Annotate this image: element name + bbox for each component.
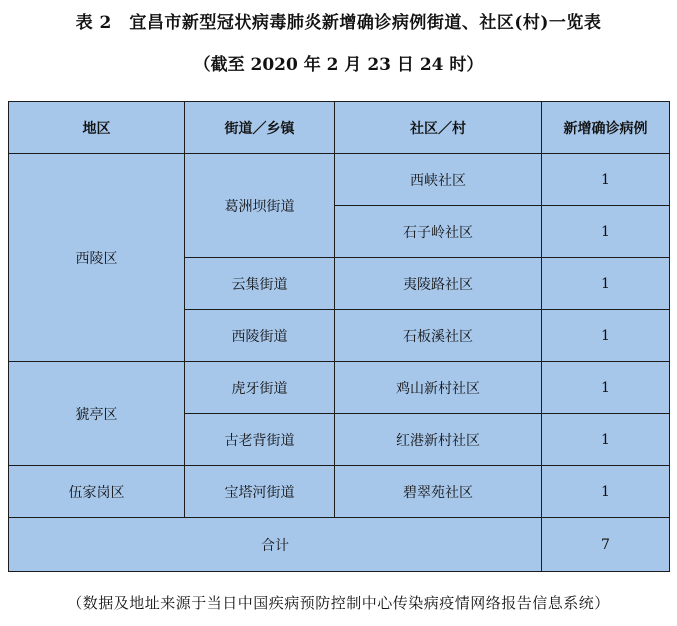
table-title: 表 2 宜昌市新型冠状病毒肺炎新增确诊病例街道、社区(村)一览表 [75, 13, 602, 33]
community-cell: 鸡山新村社区 [335, 362, 542, 414]
table-subtitle: （截至 2020 年 2 月 23 日 24 时） [193, 55, 484, 75]
source-note: （数据及地址来源于当日中国疾病预防控制中心传染病疫情网络报告信息系统） [67, 594, 610, 612]
street-cell: 西陵街道 [185, 310, 335, 362]
community-cell: 石板溪社区 [335, 310, 542, 362]
count-cell: 1 [542, 310, 670, 362]
table-row [9, 362, 670, 414]
count-cell: 1 [542, 414, 670, 466]
header-community: 社区／村 [335, 102, 542, 154]
count-cell: 1 [542, 258, 670, 310]
table-row [9, 466, 670, 518]
cases-table [8, 101, 670, 572]
community-cell: 夷陵路社区 [335, 258, 542, 310]
community-cell: 碧翠苑社区 [335, 466, 542, 518]
street-cell: 虎牙街道 [185, 362, 335, 414]
street-cell: 葛洲坝街道 [185, 154, 335, 258]
community-cell: 红港新村社区 [335, 414, 542, 466]
street-cell: 云集街道 [185, 258, 335, 310]
community-cell: 西峡社区 [335, 154, 542, 206]
header-new-cases: 新增确诊病例 [542, 102, 670, 154]
street-cell: 古老背街道 [185, 414, 335, 466]
total-count: 7 [542, 518, 670, 572]
count-cell: 1 [542, 154, 670, 206]
street-cell: 宝塔河街道 [185, 466, 335, 518]
table-row [9, 154, 670, 206]
total-label: 合计 [9, 518, 542, 572]
district-cell: 西陵区 [9, 154, 185, 362]
table-header-row [9, 102, 670, 154]
header-district: 地区 [9, 102, 185, 154]
count-cell: 1 [542, 466, 670, 518]
count-cell: 1 [542, 206, 670, 258]
count-cell: 1 [542, 362, 670, 414]
total-row [9, 518, 670, 572]
header-street: 街道／乡镇 [185, 102, 335, 154]
community-cell: 石子岭社区 [335, 206, 542, 258]
district-cell: 伍家岗区 [9, 466, 185, 518]
district-cell: 猇亭区 [9, 362, 185, 466]
